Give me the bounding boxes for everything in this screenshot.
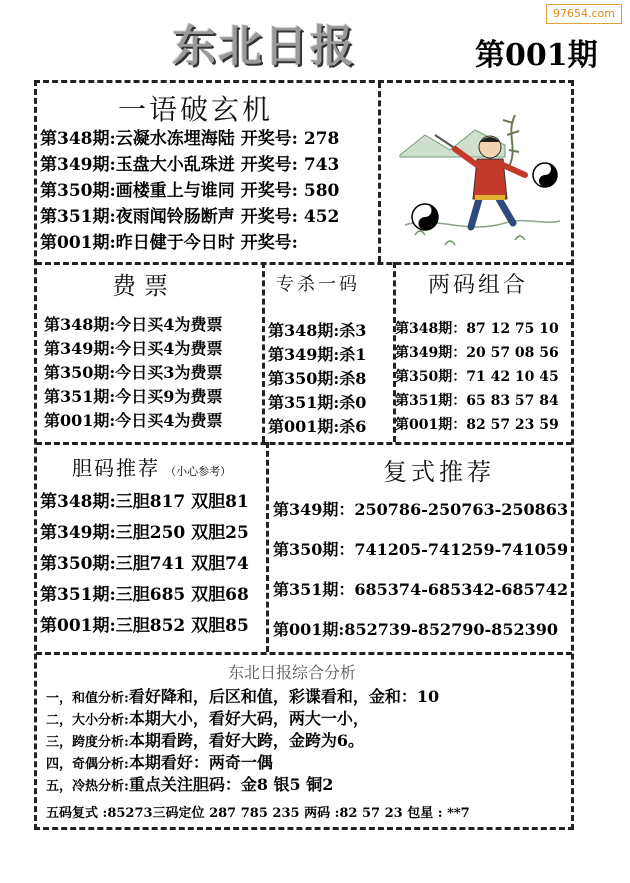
- bravery-list: [40, 494, 249, 649]
- masthead-title: 东北日报: [172, 21, 356, 72]
- analysis-title: 东北日报综合分析: [228, 663, 357, 682]
- fee-title: 费票: [112, 272, 176, 300]
- compound-title: 复式推荐: [383, 458, 495, 486]
- bravery-row: 第351期:三胆685 双胆68: [40, 585, 249, 605]
- combo-row: 第350期：71 42 10 45: [395, 369, 559, 385]
- kungfu-illustration: [395, 95, 565, 255]
- compound-row: 第001期:852739-852790-852390: [273, 620, 558, 639]
- analysis-list: [46, 689, 439, 799]
- riddle-row: 第351期:夜雨闻铃肠断声 开奖号: 452: [40, 207, 340, 227]
- analysis-footer: 五码复式 :85273三码定位 287 785 235 两码 :82 57 23 包星 : **7: [46, 806, 470, 821]
- site-watermark: 97654.com: [546, 4, 622, 24]
- compound-row: 第350期：741205-741259-741059: [273, 540, 569, 559]
- riddle-list: [40, 131, 339, 261]
- combo-list: [395, 322, 559, 442]
- bravery-row: 第350期:三胆741 双胆74: [40, 554, 249, 574]
- kill-title: 专杀一码: [276, 274, 360, 295]
- kill-row: 第351期:杀0: [268, 393, 367, 412]
- compound-list: [273, 502, 568, 662]
- bravery-header: [72, 452, 231, 481]
- riddle-row: 第001期:昨日健于今日时 开奖号:: [40, 233, 298, 253]
- bravery-note: （小心参考）: [165, 465, 232, 478]
- combo-row: 第348期：87 12 75 10: [395, 321, 559, 337]
- bravery-row: 第349期:三胆250 双胆25: [40, 523, 249, 543]
- kill-list: [268, 323, 366, 443]
- compound-row: 第351期：685374-685342-685742: [273, 580, 569, 599]
- combo-row: 第351期：65 83 57 84: [395, 393, 559, 409]
- fee-row: 第349期:今日买4为费票: [44, 339, 223, 358]
- bravery-title: 胆码推荐: [72, 456, 160, 480]
- combo-title: 两码组合: [428, 273, 529, 298]
- fee-row: 第001期:今日买4为费票: [44, 411, 223, 430]
- analysis-row: 二，大小分析:本期大小，看好大码，两大一小，: [46, 709, 369, 728]
- compound-row: 第349期：250786-250763-250863: [273, 500, 569, 519]
- bravery-row: 第001期:三胆852 双胆85: [40, 616, 249, 636]
- riddle-title: 一语破玄机: [118, 93, 274, 126]
- fee-list: [44, 317, 222, 437]
- divider-fee-kill: [262, 262, 265, 442]
- fee-row: 第350期:今日买3为费票: [44, 363, 223, 382]
- divider-bravery-compound: [266, 442, 269, 652]
- kill-row: 第350期:杀8: [268, 369, 367, 388]
- kill-row: 第349期:杀1: [268, 345, 367, 364]
- kill-row: 第001期:杀6: [268, 417, 367, 436]
- issue-number: 第001期: [475, 38, 598, 73]
- divider-picture: [378, 82, 381, 262]
- yin-yang-icon: [412, 204, 438, 230]
- analysis-row: 五，冷热分析:重点关注胆码：金8 银5 铜2: [46, 775, 334, 794]
- yin-yang-icon: [533, 163, 557, 187]
- riddle-row: 第348期:云凝水冻埋海陆 开奖号: 278: [40, 129, 340, 149]
- combo-row: 第349期：20 57 08 56: [395, 345, 559, 361]
- bravery-row: 第348期:三胆817 双胆81: [40, 492, 249, 512]
- analysis-row: 三，跨度分析:本期看跨，看好大跨，金跨为6。: [46, 731, 364, 750]
- combo-row: 第001期：82 57 23 59: [395, 417, 559, 433]
- analysis-row: 四，奇偶分析:本期看好：两奇一偶: [46, 753, 273, 772]
- riddle-row: 第350期:画楼重上与谁同 开奖号: 580: [40, 181, 340, 201]
- divider-riddle: [36, 262, 572, 265]
- riddle-row: 第349期:玉盘大小乱珠迸 开奖号: 743: [40, 155, 340, 175]
- analysis-row: 一，和值分析:看好降和，后区和值，彩谍看和，金和：10: [46, 687, 440, 706]
- fee-row: 第348期:今日买4为费票: [44, 315, 223, 334]
- fee-row: 第351期:今日买9为费票: [44, 387, 223, 406]
- kill-row: 第348期:杀3: [268, 321, 367, 340]
